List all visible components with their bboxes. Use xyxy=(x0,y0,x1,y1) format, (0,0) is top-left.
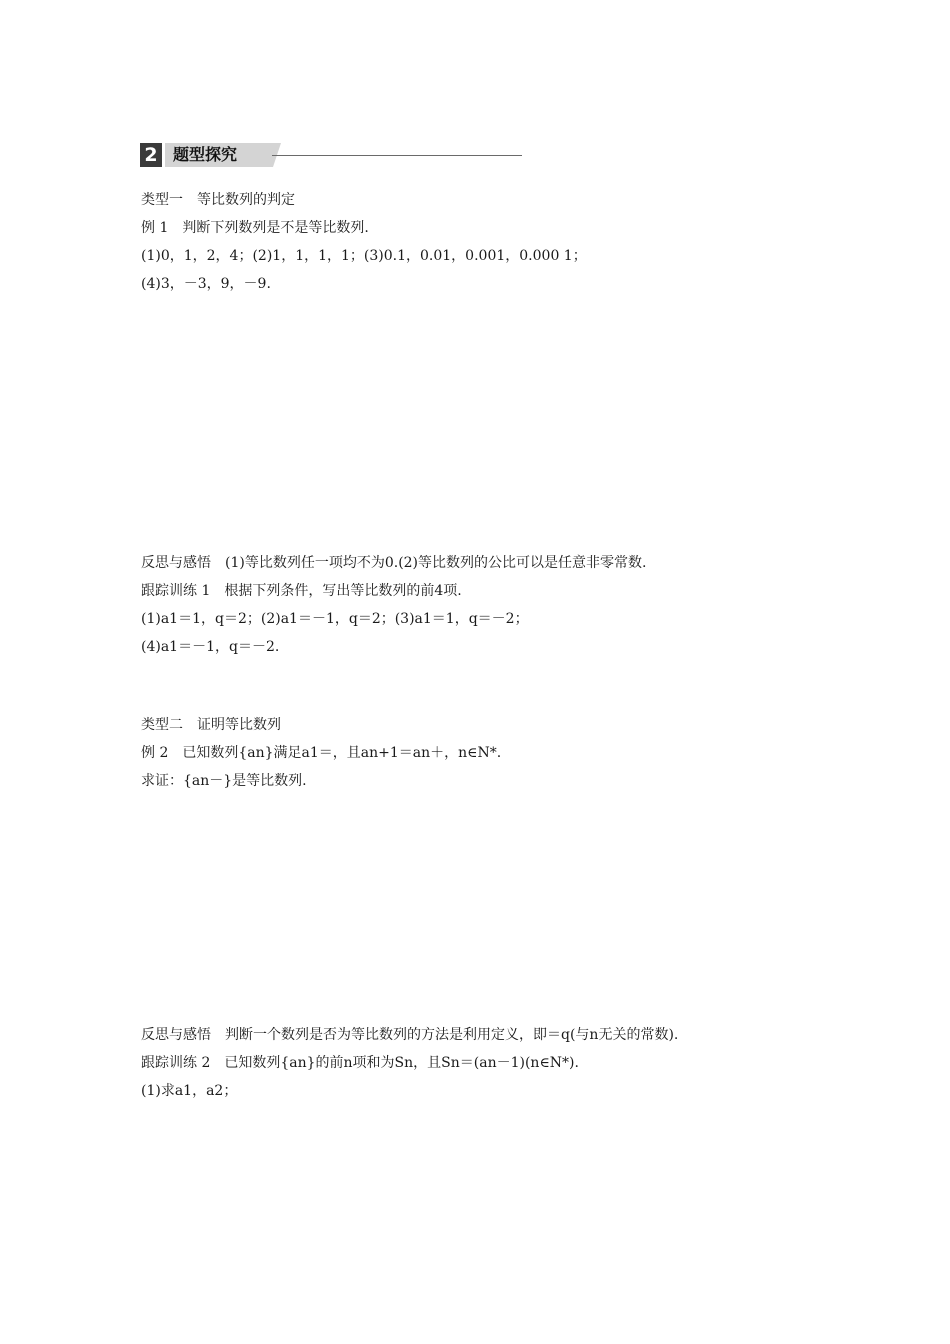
training2-line1: 已知数列{an}的前n项和为Sn，且Sn＝(an－1)(n∈N*). xyxy=(224,1055,579,1071)
section-title: 题型探究 xyxy=(165,143,273,167)
training1-label: 跟踪训练 1 xyxy=(141,583,211,599)
example2-label: 例 2 xyxy=(141,745,169,761)
reflection1 xyxy=(141,554,646,572)
example1-text: 判断下列数列是不是等比数列. xyxy=(182,220,369,236)
reflection2-text: 判断一个数列是否为等比数列的方法是利用定义，即＝q(与n无关的常数). xyxy=(225,1027,679,1043)
reflection1-label: 反思与感悟 xyxy=(141,555,211,571)
example1-line2: (4)3，－3，9，－9. xyxy=(141,276,271,292)
training1-line2: (4)a1＝－1，q＝－2. xyxy=(141,639,280,655)
example1-label: 例 1 xyxy=(141,220,169,236)
training2-line2: (1)求a1，a2； xyxy=(141,1083,238,1099)
example2-line2: 求证：{an－}是等比数列. xyxy=(141,773,307,789)
example1 xyxy=(141,219,369,237)
reflection2-label: 反思与感悟 xyxy=(141,1027,211,1043)
example2 xyxy=(141,744,501,762)
section-rule xyxy=(272,155,522,156)
training2-label: 跟踪训练 2 xyxy=(141,1055,211,1071)
type1-heading: 类型一 等比数列的判定 xyxy=(141,192,295,208)
type2-heading: 类型二 证明等比数列 xyxy=(141,717,281,733)
section-number: 2 xyxy=(140,143,162,167)
example2-line1: 已知数列{an}满足a1＝，且an+1＝an＋，n∈N*. xyxy=(182,745,502,761)
example1-line1: (1)0，1，2，4；(2)1，1，1，1；(3)0.1，0.01，0.001，0.000 1； xyxy=(141,248,587,264)
training1-line1: (1)a1＝1，q＝2；(2)a1＝－1，q＝2；(3)a1＝1，q＝－2； xyxy=(141,611,529,627)
section-header xyxy=(140,143,522,169)
training2 xyxy=(141,1054,579,1072)
training1-text: 根据下列条件，写出等比数列的前4项. xyxy=(224,583,462,599)
reflection2 xyxy=(141,1026,678,1044)
training1 xyxy=(141,582,462,600)
reflection1-text: (1)等比数列任一项均不为0.(2)等比数列的公比可以是任意非零常数. xyxy=(225,555,647,571)
